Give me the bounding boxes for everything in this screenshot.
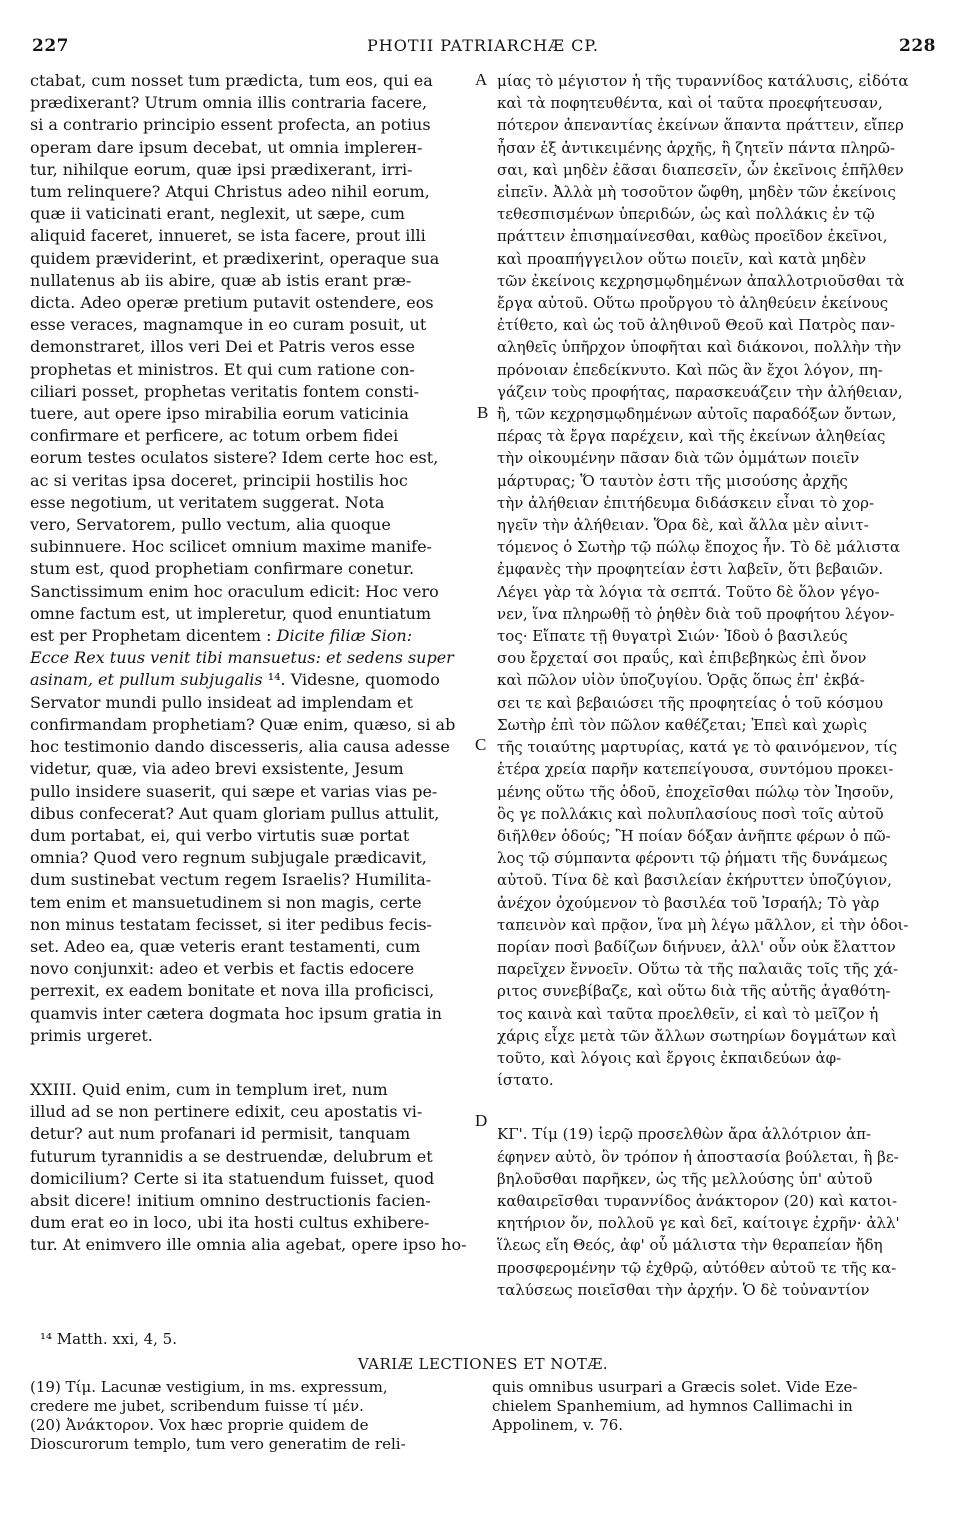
text-line: πέρας τὰ ἔργα παρέχειν, καὶ τῆς ἐκείνων ἀληθείας bbox=[497, 427, 886, 446]
text-line: omne factum est, ut impleretur, quod enuntiatum bbox=[30, 603, 432, 623]
text-line: tem enim et mansuetudinem si non magis, certe bbox=[30, 892, 422, 912]
text-line: quamvis inter cætera dogmata hoc ipsum gratia in bbox=[30, 1003, 442, 1023]
text-line: καὶ προαπήγγειλον οὕτω ποιεῖν, καὶ κατὰ μηδὲν bbox=[497, 249, 867, 268]
text-line: primis urgeret. bbox=[30, 1025, 153, 1045]
text-line: dicta. Adeo operæ pretium putavit ostendere, eos bbox=[30, 293, 434, 313]
text-line: set. Adeo ea, quæ veteris erant testamenti, cum bbox=[30, 936, 421, 956]
text-line: XXIII. Quid enim, cum in templum iret, num bbox=[30, 1079, 388, 1099]
greek-column bbox=[497, 70, 929, 1301]
text-line: esse negotium, ut veritatem suggerat. Nota bbox=[30, 492, 385, 512]
text-line: credere me jubet, scribendum fuisse τί μέν. bbox=[30, 1397, 364, 1415]
text-line: ἢ, τῶν κεχρησμῳδημένων αὐτοῖς παραδόξων ὄντων, bbox=[497, 405, 897, 424]
notes-left-column bbox=[30, 1378, 475, 1454]
text-line: Servator mundi pullo insideat ad implendam et bbox=[30, 692, 413, 712]
text-line: illud ad se non pertinere edixit, ceu apostatis vi- bbox=[30, 1102, 423, 1122]
text-line: operam dare ipsum decebat, ut omnia implerен- bbox=[30, 137, 423, 157]
paragraph-gap bbox=[30, 1047, 470, 1079]
text-line: Λέγει γὰρ τὰ λόγια τὰ σεπτά. Τοῦτο δὲ ὅλον γέγο- bbox=[497, 582, 880, 601]
text-line: μένης οὕτω τῆς ὁδοῦ, ἐποχεῖσθαι πώλῳ τὸν Ἰησοῦν, bbox=[497, 782, 895, 801]
text-line: subinnuere. Hoc scilicet omnium maxime manife- bbox=[30, 537, 432, 557]
text-line: stum est, quod prophetiam confirmare conetur. bbox=[30, 559, 415, 579]
text-line: aliquid faceret, innueret, se ista facere, prout illi bbox=[30, 226, 426, 246]
text-line: τῆς τοιαύτης μαρτυρίας, κατά γε τὸ φαινόμενον, τίς bbox=[497, 738, 898, 757]
margin-marker-a: A bbox=[475, 70, 488, 89]
text-line: ἵλεως εἴη Θεός, ἀφ' οὗ μάλιστα τὴν θεραπείαν ἤδη bbox=[497, 1236, 883, 1255]
text-line: τοῦτο, καὶ λόγοις καὶ ἔργοις ἐκπαιδεύων ἀφ- bbox=[497, 1048, 842, 1067]
text-line: detur? aut num profanari id permisit, tanquam bbox=[30, 1124, 411, 1144]
notes-title: VARIÆ LECTIONES ET NOTÆ. bbox=[357, 1355, 609, 1373]
text-line: σει τε καὶ βεβαιώσει τῆς προφητείας ὁ τοῦ κόσμου bbox=[497, 693, 884, 712]
text-line: μάρτυρας; Ὅ ταυτὸν ἐστι τῆς μισούσης ἀρχῆς bbox=[497, 471, 848, 490]
text-line: ταλύσεως ποιεῖσθαι τὴν ἀρχήν. Ὁ δὲ τοὐναντίον bbox=[497, 1280, 870, 1299]
margin-marker-d: D bbox=[475, 1111, 488, 1130]
text-line: quæ ii vaticinati erant, neglexit, ut sæpe, cum bbox=[30, 204, 405, 224]
text-line: τόμενος ὁ Σωτὴρ τῷ πώλῳ ἔποχος ἦν. Τὸ δὲ μάλιστα bbox=[497, 538, 901, 557]
text-line: dibus confecerat? Aut quam gloriam pullus attulit, bbox=[30, 803, 440, 823]
text-line: asinam, et pullum subjugalis ¹⁴. Videsne, quomodo bbox=[30, 670, 440, 690]
text-line: τος καινὰ καὶ ταῦτα προελθεῖν, εἰ καὶ τὸ μεῖζον ἡ bbox=[497, 1004, 879, 1023]
latin-column bbox=[30, 70, 470, 1257]
text-line: ΚΓ'. Τίμ (19) ἱερῷ προσελθὼν ἄρα ἀλλότριον ἀπ- bbox=[497, 1125, 872, 1144]
text-line: non minus testatam fecisset, si iter pedibus fecis- bbox=[30, 914, 432, 934]
text-line: ίστατο. bbox=[497, 1071, 554, 1090]
text-line: vero, Servatorem, pullo vectum, alia quoque bbox=[30, 515, 391, 535]
text-line: tum relinquere? Atqui Christus adeo nihil eorum, bbox=[30, 182, 430, 202]
text-line: αληθεῖς ὑπῆρχον ὑποφῆται καὶ διάκονοι, πολλὴν τὴν bbox=[497, 338, 902, 357]
text-line: est per Prophetam dicentem : Dicite filiæ Sion: bbox=[30, 626, 413, 646]
text-line: τῶν ἐκείνοις κεχρησμῳδημένων ἀπαλλοτριοῦσθαι τὰ bbox=[497, 271, 905, 290]
text-line: γάζειν τοὺς προφήτας, παρασκευάζειν τὴν ἀλήθειαν, bbox=[497, 382, 903, 401]
text-line: pullo insidere suaserit, qui sæpe et varias vias pe- bbox=[30, 781, 438, 801]
text-line: Σωτὴρ ἐπὶ τὸν πῶλον καθέζεται; Ἐπεὶ καὶ χωρὶς bbox=[497, 715, 867, 734]
text-line: αὐτοῦ. Τίνα δὲ καὶ βασιλείαν ἐκήρυττεν ὑποζύγιον, bbox=[497, 871, 892, 890]
text-line: absit dicere! initium omnino destructionis facien- bbox=[30, 1190, 431, 1210]
page-header bbox=[30, 36, 936, 60]
text-line: εἰπεῖν. Ἀλλὰ μὴ τοσοῦτον ὤφθη, μηδὲν τῶν ἐκείνοις bbox=[497, 183, 896, 202]
text-line: hoc testimonio dando discesseris, alia causa adesse bbox=[30, 737, 450, 757]
text-line: ἔργα αὐτοῦ. Οὕτω προὔργου τὸ ἀληθεύειν ἐκείνους bbox=[497, 294, 889, 313]
text-line: ηγεῖν τὴν ἀλήθειαν. Ὅρα δὲ, καὶ ἄλλα μὲν αἰνιτ- bbox=[497, 516, 869, 535]
text-line: πότερον ἀπεναντίας ἐκείνων ἅπαντα πράττειν, εἴπερ bbox=[497, 116, 904, 135]
text-line: τεθεσπισμένων ὑπεριδών, ὡς καὶ πολλάκις ἐν τῷ bbox=[497, 205, 875, 224]
text-line: καὶ πῶλον υἱὸν ὑποζυγίου. Ὁρᾷς ὅπως ἐπ' ἐκβά- bbox=[497, 671, 865, 690]
page-number-right: 228 bbox=[899, 36, 936, 56]
text-line: Ecce Rex tuus venit tibi mansuetus: et sedens super bbox=[30, 648, 454, 668]
text-line: κητήριον ὄν, πολλοῦ γε καὶ δεῖ, καίτοιγε ἐχρῆν· ἀλλ' bbox=[497, 1214, 900, 1233]
text-line: confirmandam prophetiam? Quæ enim, quæso, si ab bbox=[30, 714, 456, 734]
notes-right-column bbox=[492, 1378, 932, 1435]
text-line: πρόνοιαν ἐπεδείκνυτο. Καὶ πῶς ἂν ἔχοι λόγον, πη- bbox=[497, 360, 883, 379]
text-line: demonstraret, illos veri Dei et Patris veros esse bbox=[30, 337, 416, 357]
text-line: τὴν ἀλήθειαν ἐπιτήδευμα διδάσκειν εἶναι τὸ χορ- bbox=[497, 493, 875, 512]
text-line: tur, nihilque eorum, quæ ipsi prædixerant, irri- bbox=[30, 159, 413, 179]
text-line: προσφερομένην τῷ ἐχθρῷ, αὐτόθεν αὐτοῦ τε τῆς κα- bbox=[497, 1258, 897, 1277]
text-line: ac si veritas ipsa doceret, principii hostilis hoc bbox=[30, 470, 408, 490]
text-line: futurum tyrannidis a se destruendæ, delubrum et bbox=[30, 1146, 433, 1166]
paragraph-gap bbox=[497, 1091, 929, 1123]
text-line: ἑτέρα χρεία παρῆν κατεπείγουσα, συντόμου προκει- bbox=[497, 760, 894, 779]
text-line: Dioscurorum templo, tum vero generatim de reli- bbox=[30, 1435, 406, 1453]
text-line: τος· Εἴπατε τῇ θυγατρὶ Σιών· Ἰδοὺ ὁ βασιλεύς bbox=[497, 627, 848, 646]
text-line: Sanctissimum enim hoc oraculum edicit: Hoc vero bbox=[30, 581, 439, 601]
text-line: ciliari posset, prophetas veritatis fontem consti- bbox=[30, 381, 420, 401]
text-line: ἦσαν ἐξ ἀντικειμένης ἀρχῆς, ἢ ζητεῖν πάντα πληρῶ- bbox=[497, 138, 896, 157]
text-line: παρεῖχεν ἔννοεῖν. Οὕτω τὰ τῆς παλαιᾶς τοῖς τῆς χά- bbox=[497, 960, 899, 979]
text-line: νεν, ἵνα πληρωθῇ τὸ ῥηθὲν διὰ τοῦ προφήτου λέγον- bbox=[497, 604, 895, 623]
text-line: Appolinem, v. 76. bbox=[492, 1416, 624, 1434]
text-line: ἀνέχον ὀχούμενον τὸ βασιλέα τοῦ Ἰσραήλ; Τὸ γὰρ bbox=[497, 893, 880, 912]
text-line: dum sustinebat vectum regem Israelis? Humilita- bbox=[30, 870, 432, 890]
text-line: tuere, aut opere ipso mirabilia eorum vaticinia bbox=[30, 404, 409, 424]
text-line: λος τῷ σύμπαντα φέροντι τῷ ῥήματι τῆς δυνάμεως bbox=[497, 849, 888, 868]
text-line: μίας τὸ μέγιστον ἡ τῆς τυραννίδος κατάλυσις, εἰδότα bbox=[497, 72, 909, 90]
text-line: σαι, καὶ μηδὲν ἐᾶσαι διαπεσεῖν, ὧν ἐκεῖνοις ἐπῆλθεν bbox=[497, 160, 904, 179]
text-line: quidem præviderint, et prædixerint, operaque sua bbox=[30, 248, 440, 268]
text-line: videtur, quæ, via adeo brevi exsistente, Jesum bbox=[30, 759, 404, 779]
text-line: βηλοῦσθαι παρῆκεν, ὡς τῆς μελλούσης ὑπ' αὐτοῦ bbox=[497, 1169, 873, 1188]
text-line: omnia? Quod vero regnum subjugale prædicavit, bbox=[30, 848, 427, 868]
text-line: διῆλθεν ὁδούς; Ἢ ποίαν δόξαν ἀνῆπτε φέρων ὁ πῶ- bbox=[497, 826, 891, 845]
margin-marker-c: C bbox=[475, 735, 487, 754]
page-number-left: 227 bbox=[32, 36, 69, 56]
footnote: ¹⁴ Matth. xxi, 4, 5. bbox=[40, 1330, 177, 1348]
text-line: πορίαν ποσὶ βαδίζων διήνυεν, ἀλλ' οὖν οὐκ ἔλαττον bbox=[497, 937, 896, 956]
text-line: χάρις εἶχε μετὰ τῶν ἄλλων σωτηρίων δογμάτων καὶ bbox=[497, 1026, 898, 1045]
text-line: eorum testes oculatos sistere? Idem certe hoc est, bbox=[30, 448, 439, 468]
text-line: (20) Ἀνάκτορον. Vox hæc proprie quidem de bbox=[30, 1416, 369, 1434]
text-line: confirmare et perficere, ac totum orbem fidei bbox=[30, 426, 399, 446]
text-line: σου ἔρχεταί σοι πραΰς, καὶ ἐπιβεβηκὼς ἐπὶ ὄνον bbox=[497, 649, 867, 668]
margin-marker-b: B bbox=[477, 403, 489, 422]
text-line: quis omnibus usurpari a Græcis solet. Vide Eze- bbox=[492, 1378, 858, 1396]
text-line: καὶ τὰ ποφητευθέντα, καὶ οἱ ταῦτα προεφήτευσαν, bbox=[497, 94, 883, 113]
text-line: (19) Τίμ. Lacunæ vestigium, in ms. expressum, bbox=[30, 1378, 388, 1396]
text-line: prædixerant? Utrum omnia illis contraria facere, bbox=[30, 93, 428, 113]
text-line: ριτος συνεβίβαζε, καὶ οὕτω διὰ τῆς αὐτῆς ἀγαθότη- bbox=[497, 982, 891, 1001]
running-title: PHOTII PATRIARCHÆ CP. bbox=[367, 36, 599, 55]
text-line: prophetas et ministros. Et qui cum ratione con- bbox=[30, 359, 415, 379]
text-line: esse veraces, magnamque in eo curam posuit, ut bbox=[30, 315, 427, 335]
text-line: ἐτίθετο, καὶ ὡς τοῦ ἀληθινοῦ Θεοῦ καὶ Πατρὸς παν- bbox=[497, 316, 896, 335]
text-line: novo conjunxit: adeo et verbis et factis edocere bbox=[30, 959, 415, 979]
text-line: nullatenus ab iis abire, quæ ab istis erant præ- bbox=[30, 270, 412, 290]
text-line: si a contrario principio essent profecta, an potius bbox=[30, 115, 431, 135]
text-line: dum portabat, ei, qui verbo virtutis suæ portat bbox=[30, 825, 410, 845]
text-line: ταπεινὸν καὶ πρᾷον, ἵνα μὴ λέγω μᾶλλον, εἰ τὴν ὁδοι- bbox=[497, 915, 909, 934]
text-line: ὃς γε πολλάκις καὶ πολυπλασίους ποσὶ τοῖς αὐτοῦ bbox=[497, 804, 884, 823]
text-line: domicilium? Certe si ita statuendum fuisset, quod bbox=[30, 1168, 435, 1188]
text-line: perrexit, ex eadem bonitate et nova illa proficisci, bbox=[30, 981, 435, 1001]
text-line: ctabat, cum nosset tum prædicta, tum eos, qui ea bbox=[30, 71, 433, 90]
text-line: καθαιρεῖσθαι τυραννίδος ἀνάκτορον (20) καὶ κατοι- bbox=[497, 1191, 898, 1210]
text-line: dum erat eo in loco, ubi ita hosti cultus exhibere- bbox=[30, 1213, 430, 1233]
text-line: τὴν οἰκουμένην πᾶσαν διὰ τῶν ὀμμάτων ποιεῖν bbox=[497, 449, 860, 468]
text-line: chielem Spanhemium, ad hymnos Callimachi in bbox=[492, 1397, 853, 1415]
text-line: tur. At enimvero ille omnia alia agebat, opere ipso ho- bbox=[30, 1235, 467, 1255]
text-line: πράττειν ἐπισημαίνεσθαι, καθὼς προεῖδον ἐκεῖνοι, bbox=[497, 227, 888, 246]
text-line: έφηνεν αὐτὸ, ὃν τρόπον ἡ ἀποστασία βούλεται, ἢ βε- bbox=[497, 1147, 899, 1166]
text-line: ἐμφανὲς τὴν προφητείαν ἐστι λαβεῖν, ὅτι βεβαιῶν. bbox=[497, 560, 884, 579]
